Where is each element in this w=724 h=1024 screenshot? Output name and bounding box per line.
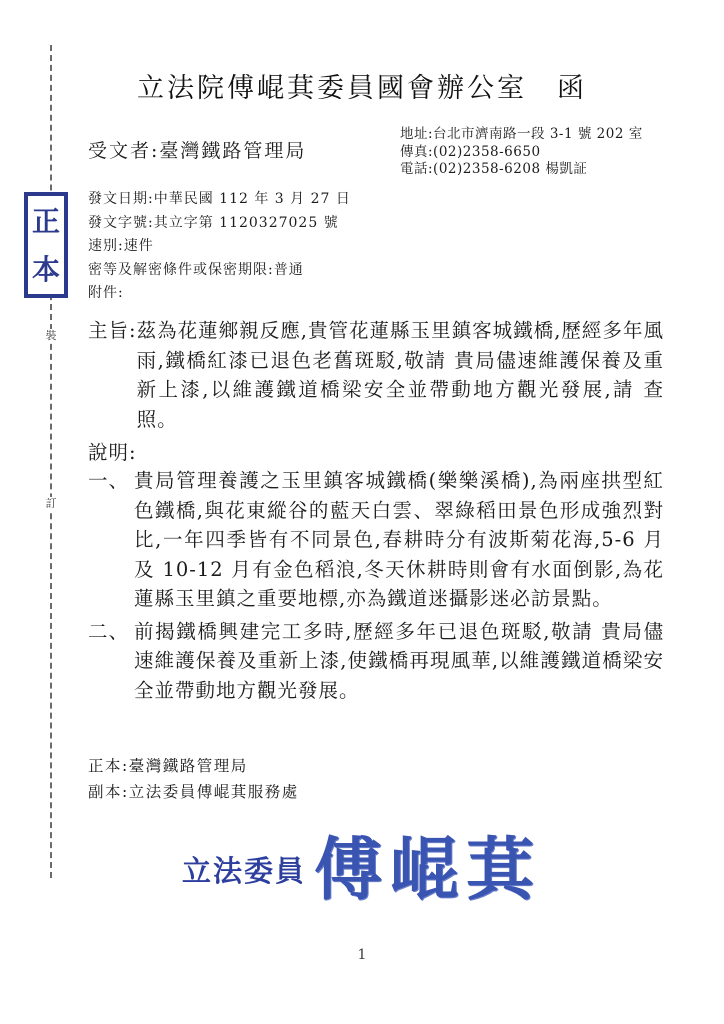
distribution-copy: 副本:立法委員傅崐萁服務處 bbox=[88, 783, 299, 801]
stamp-char-bottom: 本 bbox=[31, 253, 60, 286]
contact-address: 地址:台北市濟南路一段 3-1 號 202 室 bbox=[400, 126, 643, 142]
item-text: 前揭鐵橋興建完工多時,歷經多年已退色斑駁,敬請 貴局儘速維護保養及重新上漆,使鐵橋再現風華,以維護鐵道橋梁安全並帶動地方觀光發展。 bbox=[134, 619, 664, 702]
page-number: 1 bbox=[357, 947, 367, 963]
signature-title: 立法委員 bbox=[181, 854, 306, 888]
item-number: 二、 bbox=[88, 619, 130, 643]
subject-text: 茲為花蓮鄉親反應,貴管花蓮縣玉里鎮客城鐵橋,歷經多年風雨,鐵橋紅漆已退色老舊斑駁,敬請 貴局儘速維護保養及重新上漆,以維護鐵道橋梁安全並帶動地方觀光發展,請 查照。 bbox=[136, 319, 664, 431]
document-meta-block bbox=[88, 188, 351, 306]
contact-block bbox=[400, 126, 643, 179]
explanation-item-1 bbox=[88, 466, 664, 614]
distribution-block bbox=[88, 753, 299, 805]
signature-block bbox=[0, 830, 724, 910]
subject-label: 主旨: bbox=[88, 319, 137, 342]
meta-attachment: 附件: bbox=[88, 285, 124, 301]
distribution-original: 正本:臺灣鐵路管理局 bbox=[88, 757, 248, 775]
contact-phone: 電話:(02)2358-6208 楊凱証 bbox=[400, 161, 588, 177]
meta-issue-date: 發文日期:中華民國 112 年 3 月 27 日 bbox=[88, 191, 351, 207]
original-copy-stamp bbox=[24, 192, 68, 298]
binding-line bbox=[50, 45, 52, 878]
meta-reference-number: 發文字號:其立字第 1120327025 號 bbox=[88, 214, 339, 231]
meta-speed-class: 速別:速件 bbox=[88, 238, 154, 254]
explanation-label: 說明: bbox=[88, 441, 137, 464]
contact-fax: 傳真:(02)2358-6650 bbox=[400, 143, 541, 160]
binding-char-ding: 訂 bbox=[45, 497, 57, 510]
recipient-line: 受文者:臺灣鐵路管理局 bbox=[88, 140, 307, 162]
explanation-items bbox=[88, 466, 664, 708]
binding-char-zhuang: 裝 bbox=[45, 329, 57, 342]
signature-name-stamp: 傅崐萁 bbox=[314, 830, 543, 910]
meta-security-class: 密等及解密條件或保密期限:普通 bbox=[88, 261, 304, 278]
stamp-char-top: 正 bbox=[31, 205, 60, 238]
document-title: 立法院傅崐萁委員國會辦公室 函 bbox=[137, 73, 587, 104]
item-number: 一、 bbox=[88, 469, 130, 492]
item-text: 貴局管理養護之玉里鎮客城鐵橋(樂樂溪橋),為兩座拱型紅色鐵橋,與花東縱谷的藍天白雲、翠綠稻田景色形成強烈對比,一年四季皆有不同景色,春耕時分有波斯菊花海,5-6 月及 10-12 月有金色稻浪,冬天休耕時則會有水面倒影,為花蓮縣玉里鎮之重要地標,亦為鐵道迷攝影迷必訪景點。 bbox=[134, 469, 664, 610]
explanation-item-2 bbox=[88, 617, 664, 706]
subject-section bbox=[88, 316, 664, 434]
